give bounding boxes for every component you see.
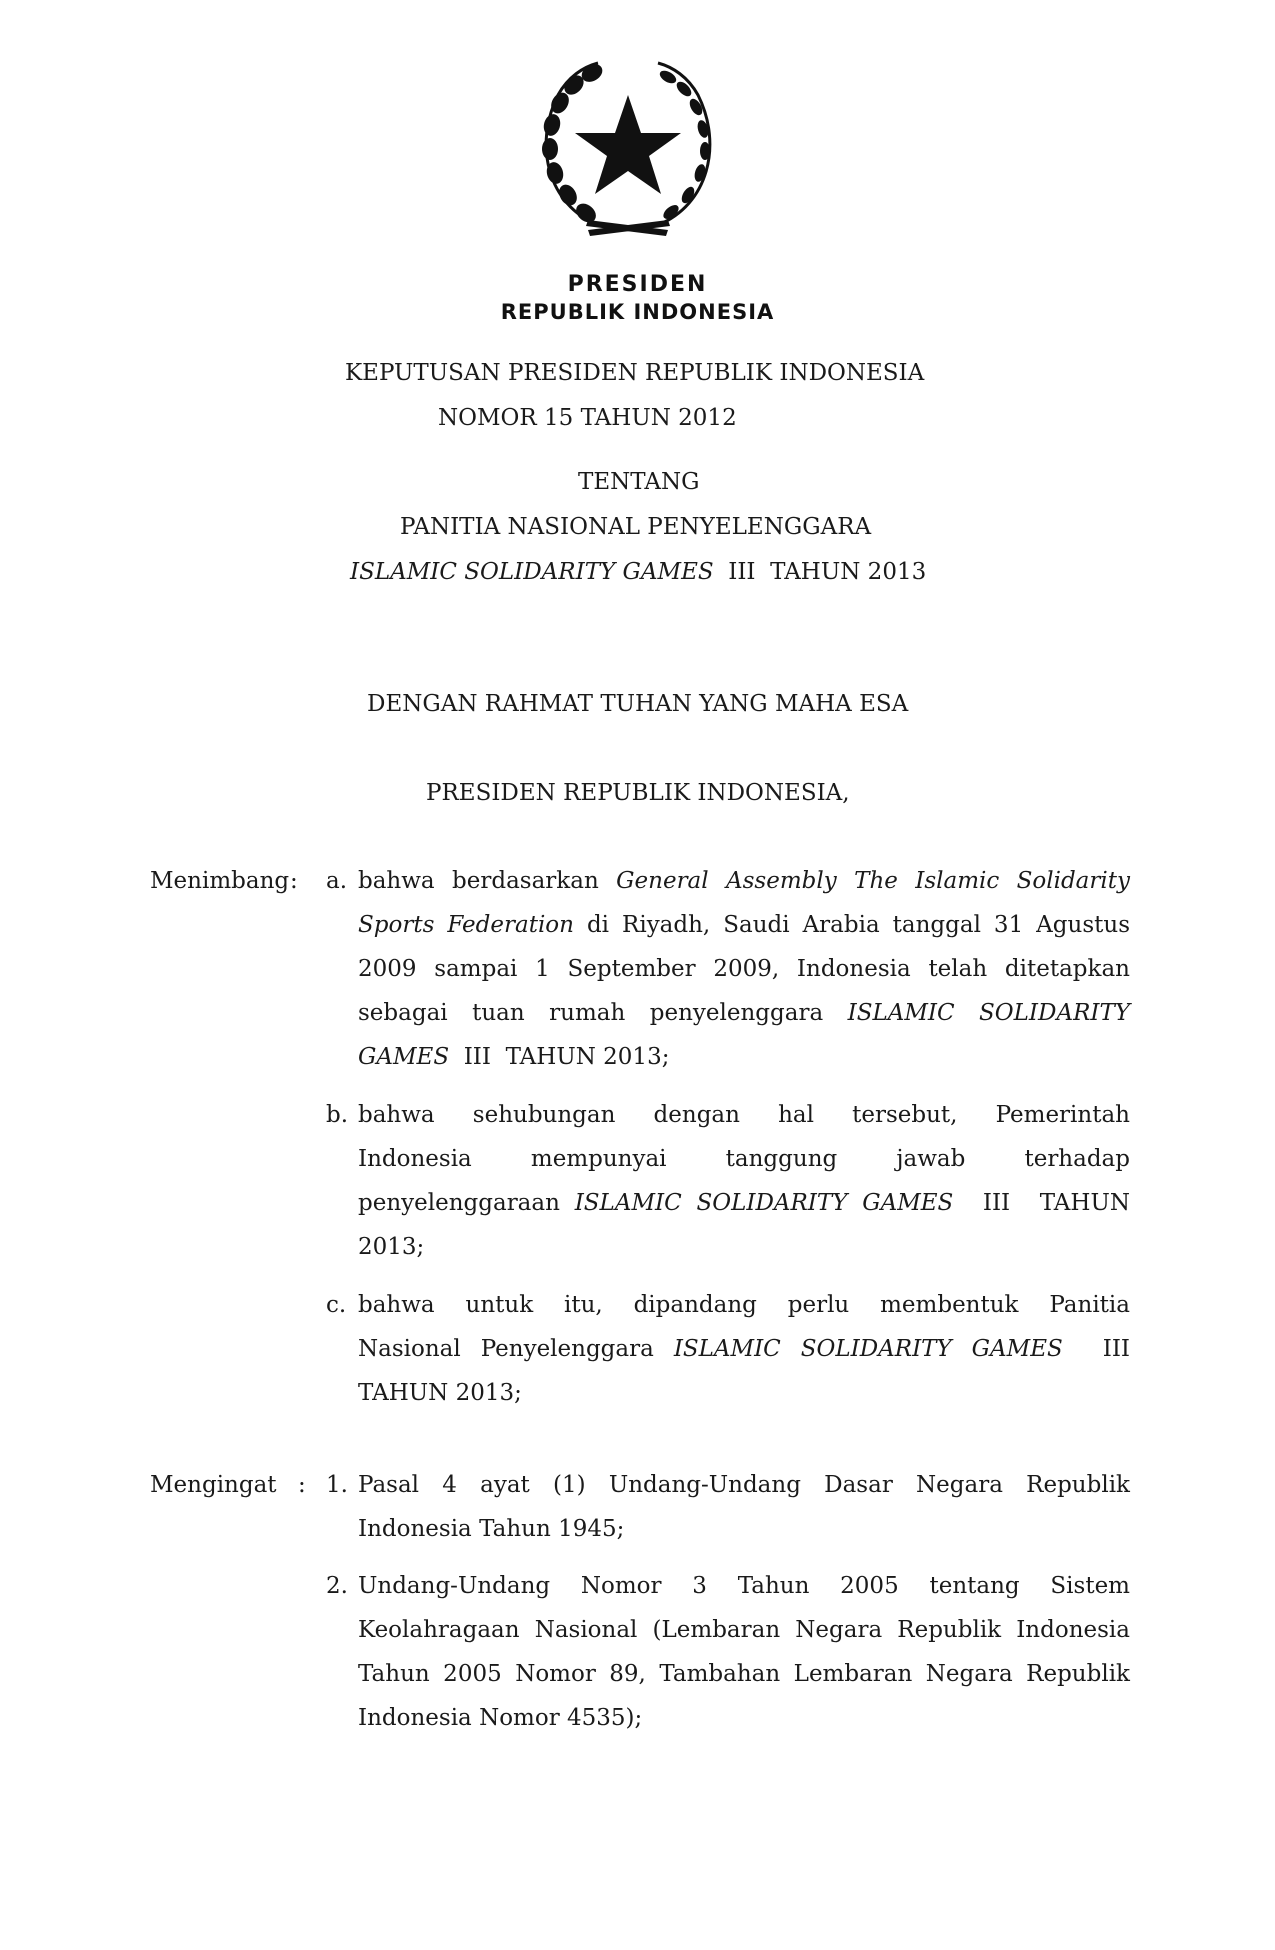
text-line: bahwa untuk itu, dipandang perlu membentuk Panitia	[358, 1292, 1130, 1318]
text-line: GAMES III TAHUN 2013;	[358, 1044, 670, 1070]
decree-tentang: TENTANG	[578, 469, 700, 495]
mengingat-label: Mengingat	[150, 1472, 277, 1498]
mengingat-item-2	[358, 1564, 1130, 1740]
text-line: Pasal 4 ayat (1) Undang-Undang Dasar Negara Republik	[358, 1472, 1130, 1498]
decree-subject-line2	[350, 559, 926, 585]
decree-title: KEPUTUSAN PRESIDEN REPUBLIK INDONESIA	[345, 360, 925, 386]
isg-italic: ISLAMIC SOLIDARITY GAMES	[350, 559, 714, 585]
menimbang-item-c-label: c.	[326, 1292, 347, 1318]
text-line: 2009 sampai 1 September 2009, Indonesia telah ditetapkan	[358, 956, 1130, 982]
mengingat-item-1	[358, 1463, 1130, 1551]
text-line: Undang-Undang Nomor 3 Tahun 2005 tentang Sistem	[358, 1573, 1130, 1599]
menimbang-colon: :	[290, 868, 298, 894]
text-line: 2013;	[358, 1234, 425, 1260]
text-line: Indonesia Nomor 4535);	[358, 1705, 643, 1731]
text-line: Nasional Penyelenggara ISLAMIC SOLIDARITY GAMES III	[358, 1336, 1130, 1362]
text-line: bahwa berdasarkan General Assembly The Islamic Solidarity	[358, 868, 1130, 894]
text-line: Indonesia mempunyai tanggung jawab terhadap	[358, 1146, 1130, 1172]
text-line: Tahun 2005 Nomor 89, Tambahan Lembaran Negara Republik	[358, 1661, 1130, 1687]
text-line: Indonesia Tahun 1945;	[358, 1516, 625, 1542]
menimbang-item-a	[358, 859, 1130, 1079]
decree-subject-line1: PANITIA NASIONAL PENYELENGGARA	[400, 514, 872, 540]
text-line: Sports Federation di Riyadh, Saudi Arabia tanggal 31 Agustus	[358, 912, 1130, 938]
decree-number: NOMOR 15 TAHUN 2012	[438, 405, 737, 431]
menimbang-item-a-label: a.	[326, 868, 348, 894]
mengingat-item-1-label: 1.	[326, 1472, 348, 1498]
mengingat-item-2-label: 2.	[326, 1573, 348, 1599]
text-line: penyelenggaraan ISLAMIC SOLIDARITY GAMES III TAHUN	[358, 1190, 1130, 1216]
menimbang-item-b-label: b.	[326, 1102, 349, 1128]
text-line: sebagai tuan rumah penyelenggara ISLAMIC SOLIDARITY	[358, 1000, 1130, 1026]
garuda-star-emblem-icon	[528, 55, 728, 245]
isg-rest: III TAHUN 2013	[713, 559, 927, 585]
menimbang-item-c	[358, 1283, 1130, 1415]
letterhead-republik-indonesia: REPUBLIK INDONESIA	[500, 300, 775, 324]
text-line: Keolahragaan Nasional (Lembaran Negara Republik Indonesia	[358, 1617, 1130, 1643]
presiden-heading: PRESIDEN REPUBLIK INDONESIA,	[426, 780, 850, 806]
text-line: TAHUN 2013;	[358, 1380, 522, 1406]
letterhead-presiden: PRESIDEN	[567, 272, 708, 297]
menimbang-label: Menimbang	[150, 868, 290, 894]
menimbang-item-b	[358, 1093, 1130, 1269]
rahmat-heading: DENGAN RAHMAT TUHAN YANG MAHA ESA	[367, 691, 909, 717]
mengingat-colon: :	[298, 1472, 306, 1498]
text-line: bahwa sehubungan dengan hal tersebut, Pemerintah	[358, 1102, 1130, 1128]
